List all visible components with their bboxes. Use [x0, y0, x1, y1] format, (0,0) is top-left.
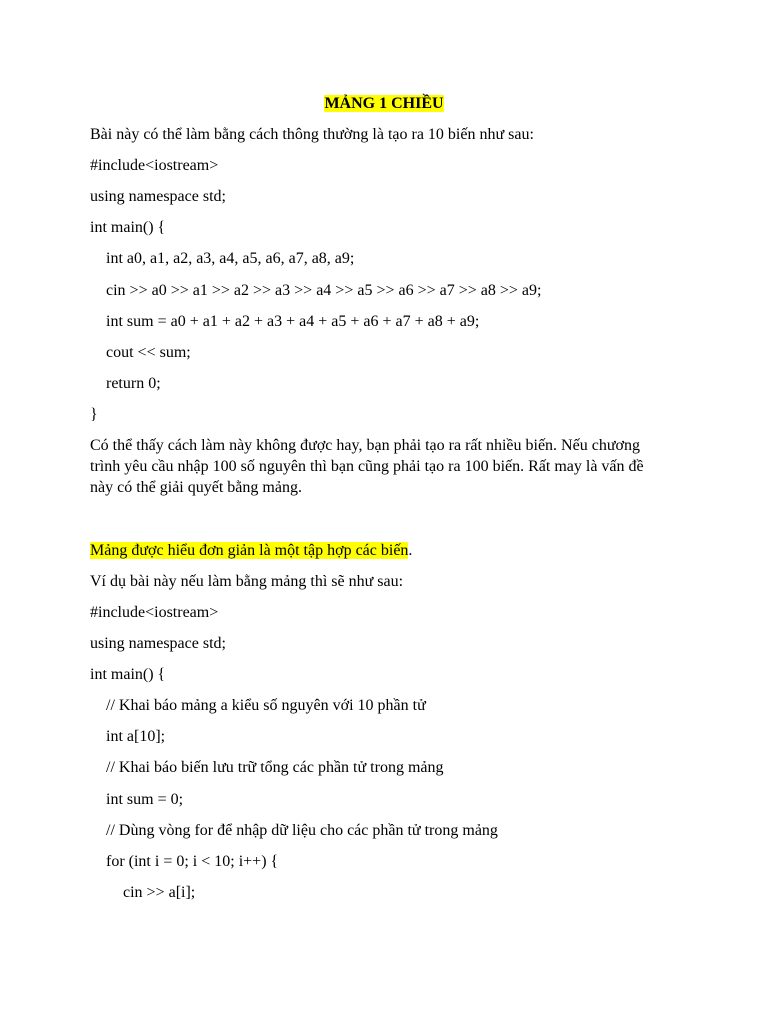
code2-line-include: #include<iostream>: [90, 604, 219, 621]
code2-line-declare-array: int a[10];: [106, 728, 166, 745]
code2-line-cin: cin >> a[i];: [123, 884, 196, 901]
definition-text: [90, 541, 412, 561]
code1-line-return: return 0;: [106, 375, 161, 392]
code1-line-include: #include<iostream>: [90, 157, 219, 174]
code2-line-comment-for: // Dùng vòng for để nhập dữ liệu cho các phần tử trong mảng: [106, 822, 498, 839]
code2-line-comment-sum: // Khai báo biến lưu trữ tổng các phần tử trong mảng: [106, 759, 444, 776]
code2-line-sum: int sum = 0;: [106, 791, 184, 808]
code2-line-comment-array: // Khai báo mảng a kiểu số nguyên với 10 phần tử: [106, 697, 426, 714]
code1-line-output: cout << sum;: [106, 344, 191, 361]
code1-line-input: cin >> a0 >> a1 >> a2 >> a3 >> a4 >> a5 >> a6 >> a7 >> a8 >> a9;: [106, 282, 542, 299]
code2-line-main: int main() {: [90, 666, 166, 683]
code1-line-sum: int sum = a0 + a1 + a2 + a3 + a4 + a5 + a6 + a7 + a8 + a9;: [106, 313, 480, 330]
page-title: [0, 94, 768, 114]
code1-line-namespace: using namespace std;: [90, 188, 226, 205]
code2-line-namespace: using namespace std;: [90, 635, 226, 652]
example-intro-text: Ví dụ bài này nếu làm bằng mảng thì sẽ như sau:: [90, 573, 404, 590]
code1-line-close: }: [90, 406, 98, 423]
commentary-paragraph: Có thể thấy cách làm này không được hay, bạn phải tạo ra rất nhiều biến. Nếu chương trình yêu cầu nhập 100 số nguyên thì bạn cũng phải tạo ra 100 biến. Rất may là vấn đề này có thể giải quyết bằng mảng.: [90, 437, 644, 496]
definition-highlight: Mảng được hiểu đơn giản là một tập hợp các biến: [90, 542, 409, 559]
code2-line-for: for (int i = 0; i < 10; i++) {: [106, 853, 279, 870]
code1-line-declare: int a0, a1, a2, a3, a4, a5, a6, a7, a8, a9;: [106, 250, 355, 267]
definition-period: .: [408, 542, 413, 559]
intro-text: Bài này có thể làm bằng cách thông thường là tạo ra 10 biến như sau:: [90, 126, 534, 143]
code1-line-main: int main() {: [90, 219, 166, 236]
title-highlight: MẢNG 1 CHIỀU: [324, 95, 444, 112]
